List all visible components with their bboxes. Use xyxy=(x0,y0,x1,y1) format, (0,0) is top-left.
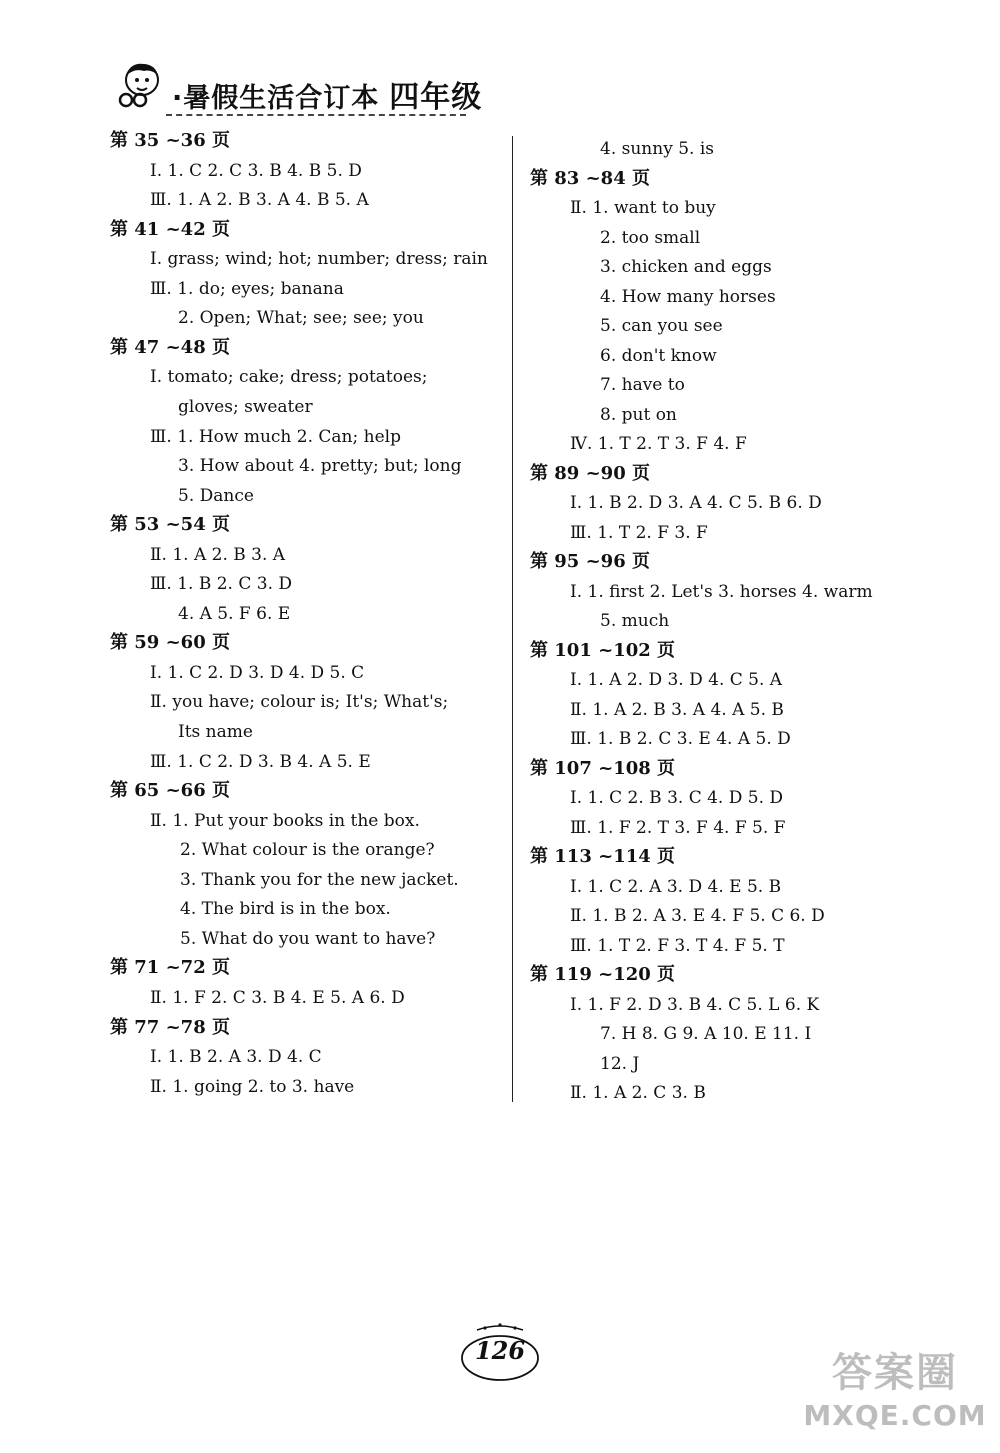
section-heading: 第 107 ~108 页 xyxy=(530,757,676,779)
section-heading: 第 47 ~48 页 xyxy=(110,336,230,358)
answer-line: 7. have to xyxy=(600,375,685,395)
answer-line: Ⅰ. 1. B 2. D 3. A 4. C 5. B 6. D xyxy=(570,493,822,513)
answer-line: 5. can you see xyxy=(600,316,723,336)
answer-line: 7. H 8. G 9. A 10. E 11. I xyxy=(600,1024,812,1044)
page-number: 126 xyxy=(474,1336,526,1365)
answer-line: Ⅱ. 1. want to buy xyxy=(570,198,716,218)
answer-line: Ⅰ. 1. C 2. B 3. C 4. D 5. D xyxy=(570,788,784,808)
answer-line: Its name xyxy=(178,722,253,742)
answer-line: Ⅲ. 1. F 2. T 3. F 4. F 5. F xyxy=(570,817,786,838)
answer-line: Ⅰ. 1. C 2. D 3. D 4. D 5. C xyxy=(150,662,365,683)
grade-label: 四年级 xyxy=(389,80,483,115)
answer-line: Ⅰ. 1. C 2. A 3. D 4. E 5. B xyxy=(570,876,782,897)
answer-line: 5. What do you want to have? xyxy=(180,928,436,949)
section-heading: 第 101 ~102 页 xyxy=(530,639,676,661)
answer-line: Ⅱ. you have; colour is; It's; What's; xyxy=(150,692,449,713)
page-header xyxy=(108,58,508,118)
answer-line: Ⅰ. tomato; cake; dress; potatoes; xyxy=(150,367,428,388)
page-number-ornament xyxy=(455,1320,545,1390)
answer-line: Ⅲ. 1. B 2. C 3. D xyxy=(150,574,293,595)
answer-line: 2. What colour is the orange? xyxy=(180,840,435,861)
answer-line: Ⅳ. 1. T 2. T 3. F 4. F xyxy=(570,434,747,454)
section-heading: 第 95 ~96 页 xyxy=(530,551,650,572)
answer-line: 5. much xyxy=(600,611,670,631)
watermark-cn: 答案圈 xyxy=(832,1350,958,1396)
answer-line: Ⅰ. 1. F 2. D 3. B 4. C 5. L 6. K xyxy=(570,994,820,1015)
answer-line: 4. How many horses xyxy=(600,286,776,307)
answer-line: Ⅱ. 1. A 2. B 3. A 4. A 5. B xyxy=(570,699,784,720)
answer-line: Ⅰ. 1. B 2. A 3. D 4. C xyxy=(150,1047,322,1068)
answer-line: 4. The bird is in the box. xyxy=(180,899,391,920)
answer-line: Ⅲ. 1. C 2. D 3. B 4. A 5. E xyxy=(150,751,371,772)
answer-line: Ⅱ. 1. B 2. A 3. E 4. F 5. C 6. D xyxy=(570,906,825,926)
answer-line: Ⅱ. 1. F 2. C 3. B 4. E 5. A 6. D xyxy=(150,987,405,1008)
answer-line: 2. too small xyxy=(600,227,701,248)
answer-line: Ⅲ. 1. How much 2. Can; help xyxy=(150,426,401,447)
section-heading: 第 113 ~114 页 xyxy=(530,846,676,867)
section-heading: 第 53 ~54 页 xyxy=(110,514,230,536)
section-heading: 第 65 ~66 页 xyxy=(110,780,230,802)
answer-line: Ⅲ. 1. do; eyes; banana xyxy=(150,278,344,299)
watermark-en: MXQE.COM xyxy=(803,1399,987,1432)
book-title xyxy=(172,72,482,116)
answer-line: 3. Thank you for the new jacket. xyxy=(180,869,459,890)
answer-line: Ⅲ. 1. T 2. F 3. F xyxy=(570,522,708,543)
answer-line: Ⅲ. 1. A 2. B 3. A 4. B 5. A xyxy=(150,190,369,211)
answer-line: Ⅱ. 1. A 2. B 3. A xyxy=(150,544,286,565)
answer-line: Ⅱ. 1. going 2. to 3. have xyxy=(150,1076,355,1097)
site-watermark xyxy=(800,1347,990,1447)
answer-line: Ⅲ. 1. T 2. F 3. T 4. F 5. T xyxy=(570,935,785,956)
answer-line: Ⅱ. 1. A 2. C 3. B xyxy=(570,1083,706,1103)
answer-line: 3. How about 4. pretty; but; long xyxy=(178,456,462,477)
answer-line: Ⅰ. 1. C 2. C 3. B 4. B 5. D xyxy=(150,160,362,181)
section-heading: 第 59 ~60 页 xyxy=(110,632,230,654)
answer-line: Ⅱ. 1. Put your books in the box. xyxy=(150,810,420,831)
section-heading: 第 41 ~42 页 xyxy=(110,218,230,240)
answer-line: 4. sunny 5. is xyxy=(600,139,714,159)
answer-line: Ⅰ. grass; wind; hot; number; dress; rain xyxy=(150,249,488,270)
answer-line: 3. chicken and eggs xyxy=(600,257,772,277)
answer-line: gloves; sweater xyxy=(178,396,313,417)
book-series-title: ·暑假生活合订本 xyxy=(172,83,380,114)
cartoon-boy-icon xyxy=(118,60,162,110)
answer-line: 2. Open; What; see; see; you xyxy=(178,308,424,329)
answer-line: Ⅰ. 1. A 2. D 3. D 4. C 5. A xyxy=(570,670,783,690)
section-heading: 第 77 ~78 页 xyxy=(110,1016,230,1038)
section-heading: 第 119 ~120 页 xyxy=(530,964,676,985)
answer-line: 8. put on xyxy=(600,404,677,425)
answer-line: 5. Dance xyxy=(178,485,254,506)
column-divider xyxy=(512,136,513,1102)
section-heading: 第 89 ~90 页 xyxy=(530,462,650,484)
answer-line: 12. J xyxy=(600,1053,640,1074)
header-underline xyxy=(166,114,466,116)
section-heading: 第 71 ~72 页 xyxy=(110,957,230,979)
answer-line: 6. don't know xyxy=(600,345,717,366)
answer-line: Ⅰ. 1. first 2. Let's 3. horses 4. warm xyxy=(570,581,873,602)
answer-line: 4. A 5. F 6. E xyxy=(178,603,291,624)
answer-line: Ⅲ. 1. B 2. C 3. E 4. A 5. D xyxy=(570,729,791,749)
section-heading: 第 35 ~36 页 xyxy=(110,130,230,151)
section-heading: 第 83 ~84 页 xyxy=(530,167,650,189)
